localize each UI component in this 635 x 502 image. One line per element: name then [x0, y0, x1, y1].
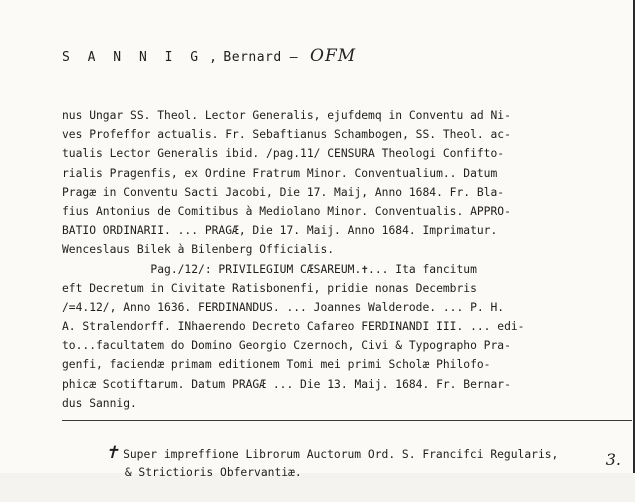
body-line: nus Ungar SS. Theol. Lector Generalis, ejufdemq in Conventu ad Ni-	[62, 109, 511, 122]
body-line: A. Stralendorff. INhaerendo Decreto Cafareo FERDINANDI III. ... edi-	[62, 320, 525, 334]
footnote-line-2: & Strictioris Obfervantiæ.	[124, 466, 302, 480]
header-separator: ,	[209, 50, 218, 65]
page-number: 3.	[605, 450, 621, 469]
body-line: ves Profeffor actualis. Fr. Sebaftianus Schambogen, SS. Theol. ac-	[62, 128, 511, 142]
surname: S A N N I G	[62, 50, 204, 65]
firstname: Bernard	[223, 50, 282, 65]
body-line: Pag./12/: PRIVILEGIUM CÆSAREUM.✝... Ita fancitum	[62, 262, 477, 276]
body-line: dus Sannig.	[62, 396, 137, 410]
card-body	[62, 106, 622, 413]
body-line: rialis Pragenfis, ex Ordine Fratrum Minor. Conventualium.. Datum	[62, 166, 498, 180]
body-line: to...facultatem do Domino Georgio Czernoch, Civi & Typographo Pra-	[62, 339, 511, 353]
body-line: genfi, faciendæ primam editionem Tomi mei primi Scholæ Philofo-	[62, 358, 491, 372]
order-handwritten: OFM	[310, 46, 357, 66]
body-line: Pragæ in Conventu Sacti Jacobi, Die 17. Maij, Anno 1684. Fr. Bla-	[62, 185, 505, 199]
body-line: BATIO ORDINARII. ... PRAGÆ, Die 17. Maij. Anno 1684. Imprimatur.	[62, 224, 498, 238]
body-line: Wenceslaus Bilek à Bilenberg Officialis.	[62, 243, 335, 257]
header-dash: —	[289, 50, 299, 65]
body-line: phicæ Scotiftarum. Datum PRAGÆ ... Die 13. Maij. 1684. Fr. Bernar-	[62, 377, 511, 391]
card-header	[62, 46, 356, 66]
body-line: eft Decretum in Civitate Ratisbonenfi, pridie nonas Decembris	[62, 281, 477, 295]
body-line: fius Antonius de Comitibus à Mediolano Minor. Conventualis. APPRO-	[62, 204, 511, 218]
body-line: /=4.12/, Anno 1636. FERDINANDUS. ... Joannes Walderode. ... P. H.	[62, 300, 505, 314]
body-line: tualis Lector Generalis ibid. /pag.11/ CENSURA Theologi Confifto-	[62, 147, 505, 161]
footnote-cross-mark: ✝	[104, 443, 120, 464]
footnote-line-1: Super impreffione Librorum Auctorum Ord. S. Francifci Regularis,	[123, 448, 559, 462]
footnote	[64, 425, 624, 480]
footnote-divider	[62, 420, 632, 421]
